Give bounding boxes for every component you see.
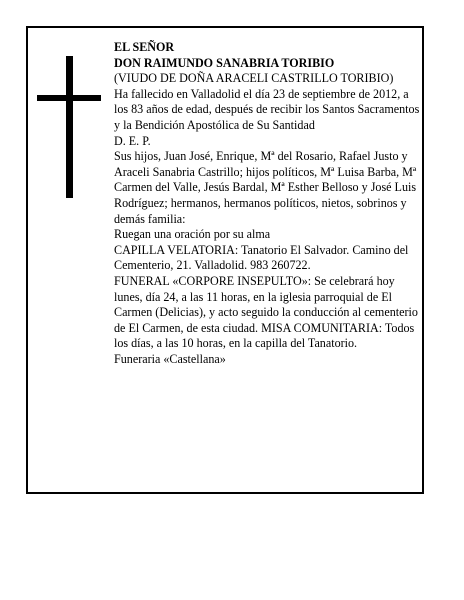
family-list: Sus hijos, Juan José, Enrique, Mª del Rosario, Rafael Justo y Araceli Sanabria Castrillo; hijos políticos, Mª Luisa Barba, Mª Carmen del Valle, Jesús Bardal, Mª Esther Belloso y José Luis Rodríguez; hermanos, hermanos políticos, nietos, sobrinos y demás familia: [114,149,417,226]
prayer-request: Ruegan una oración por su alma [114,227,271,242]
deceased-name: DON RAIMUNDO SANABRIA TORIBIO [114,55,335,70]
obituary-notice [26,26,424,494]
death-info: Ha fallecido en Valladolid el día 23 de septiembre de 2012, a los 83 años de edad, después de recibir los Santos Sacramentos y la Bendición Apostólica de Su Santidad [114,86,420,132]
chapel-info: CAPILLA VELATORIA: Tanatorio El Salvador. Camino del Cementerio, 21. Valladolid. 983 260722. [114,242,409,273]
widower-line: (VIUDO DE DOÑA ARACELI CASTRILLO TORIBIO) [114,71,394,86]
notice-text-block [114,40,424,367]
cross-horizontal-bar [37,95,101,101]
cross-vertical-bar [66,56,73,198]
funeral-info: FUNERAL «CORPORE INSEPULTO»: Se celebrará hoy lunes, día 24, a las 11 horas, en la iglesia parroquial de El Carmen (Delicias), y acto seguido la conducción al cementerio de El Carmen, de esta ciudad. MISA COMUNITARIA: Todos los días, a las 10 horas, en la capilla del Tanatorio. [114,273,418,351]
notice-title: EL SEÑOR [114,40,175,54]
funeral-home: Funeraria «Castellana» [114,351,226,366]
cross-icon [37,56,101,198]
rip-line: D. E. P. [114,133,151,148]
